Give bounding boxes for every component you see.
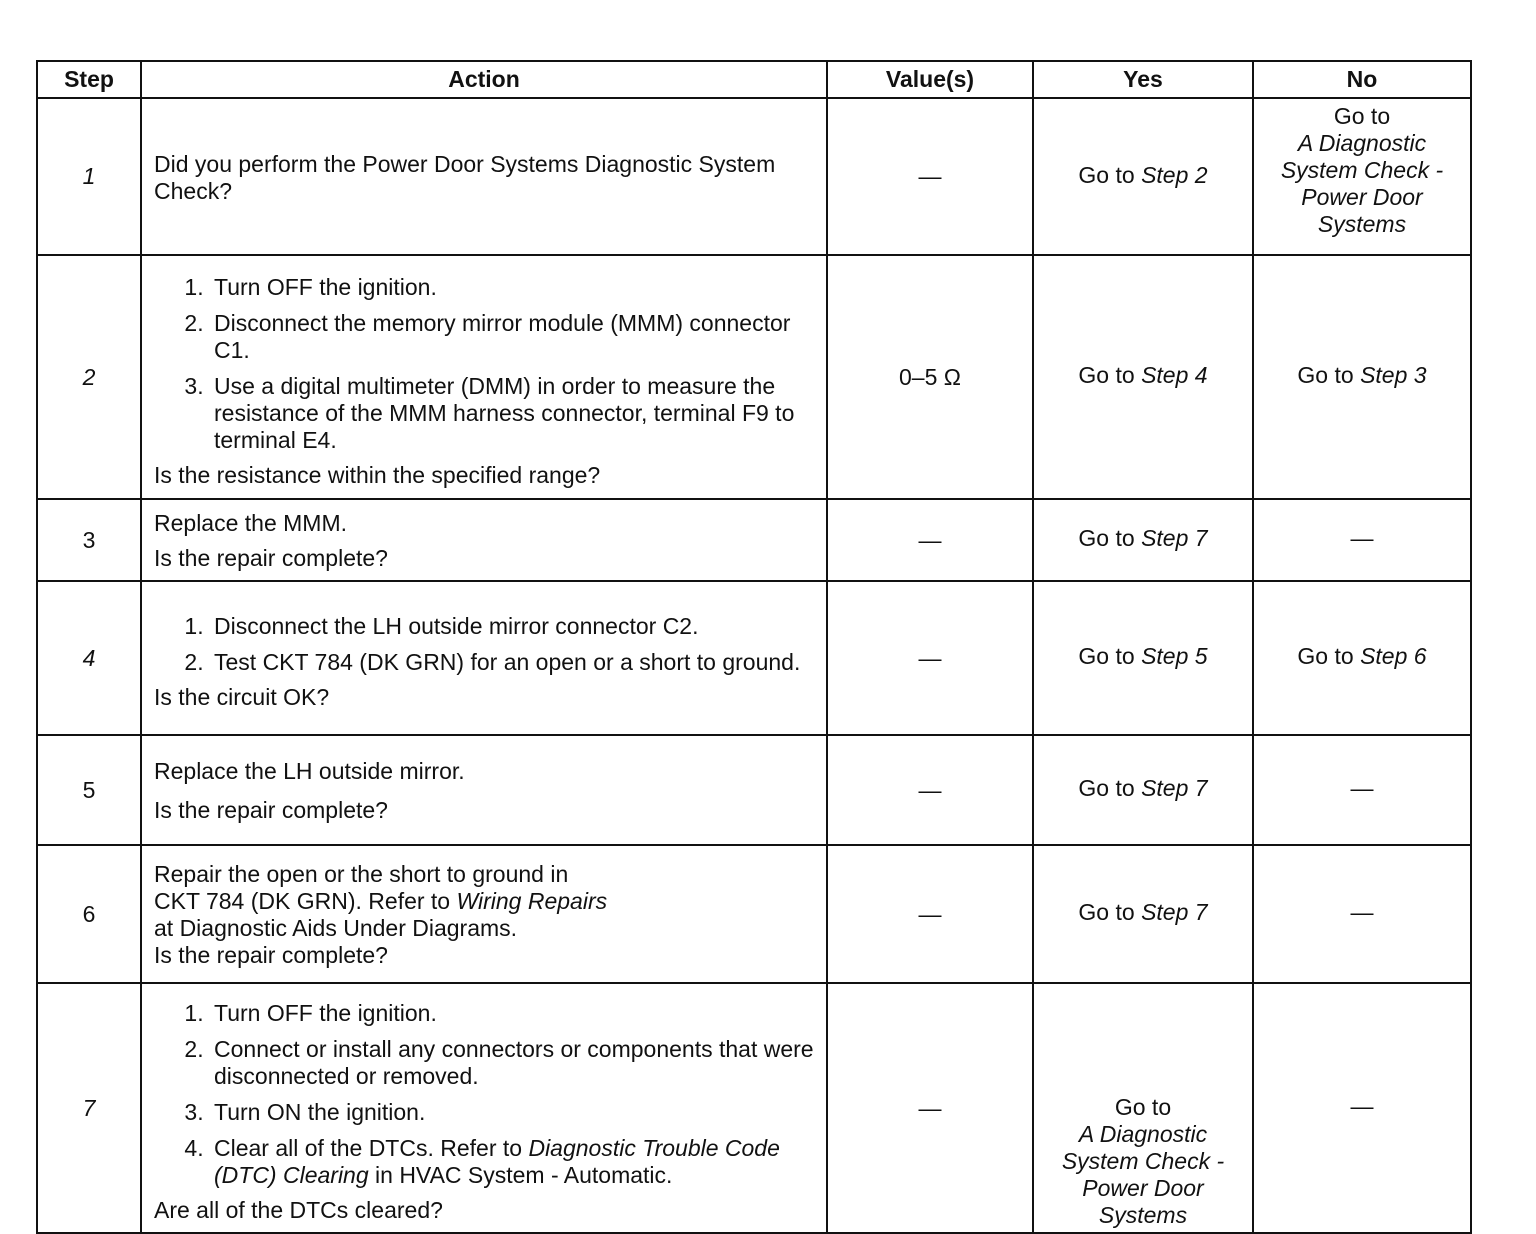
action-instruction: at Diagnostic Aids Under Diagrams. [154, 915, 518, 941]
step-number: 5 [37, 735, 141, 845]
action-cell [141, 98, 827, 255]
action-step: 1. Turn OFF the ignition. [210, 1000, 816, 1027]
goto-prefix: Go to [1114, 1094, 1172, 1120]
value-cell: — [827, 98, 1033, 255]
no-cell: — [1253, 735, 1471, 845]
no-cell: — [1253, 983, 1471, 1233]
action-question: Are all of the DTCs cleared? [154, 1197, 443, 1223]
goto-procedure [1258, 103, 1466, 238]
action-steps-list [154, 274, 816, 454]
step-number: 6 [37, 845, 141, 983]
reference-link: Diagnostic Trouble Code (DTC) Clearing [214, 1135, 780, 1188]
no-cell: — [1253, 499, 1471, 581]
no-cell [1253, 98, 1471, 255]
action-question: Is the repair complete? [154, 545, 388, 571]
goto-step-link: Step 3 [1360, 362, 1427, 388]
goto-step-link: Step 7 [1141, 899, 1208, 925]
step-number: 4 [37, 581, 141, 735]
action-instruction: Replace the LH outside mirror. [154, 758, 465, 784]
action-question: Is the repair complete? [154, 942, 388, 968]
step-number: 7 [37, 983, 141, 1233]
goto-procedure-line: Power Door [1082, 1175, 1204, 1201]
goto-step-link: Step 4 [1141, 362, 1208, 388]
action-instruction [154, 888, 816, 915]
yes-cell [1033, 98, 1253, 255]
goto-procedure [1038, 1094, 1248, 1229]
goto-prefix: Go to [1297, 362, 1354, 388]
step-number: 3 [37, 499, 141, 581]
yes-cell [1033, 255, 1253, 499]
action-step: 2. Test CKT 784 (DK GRN) for an open or a short to ground. [210, 649, 816, 676]
goto-step-link: Step 2 [1141, 161, 1208, 188]
action-steps-list [154, 1000, 816, 1189]
action-text: in HVAC System - Automatic. [375, 1162, 673, 1188]
action-cell [141, 735, 827, 845]
action-question: Is the circuit OK? [154, 684, 330, 710]
header-row [37, 61, 1471, 98]
goto-step-link: Step 7 [1141, 775, 1208, 801]
value-cell: — [827, 499, 1033, 581]
goto-procedure-line: System Check - [1280, 157, 1444, 183]
yes-cell [1033, 845, 1253, 983]
goto-procedure-line: A Diagnostic [1297, 130, 1427, 156]
yes-cell [1033, 499, 1253, 581]
action-cell [141, 581, 827, 735]
goto-procedure-line: System Check - [1061, 1148, 1225, 1174]
no-cell [1253, 255, 1471, 499]
goto-step-link: Step 5 [1141, 643, 1208, 669]
action-step: 1. Disconnect the LH outside mirror connector C2. [210, 613, 816, 640]
goto-procedure-line: Systems [1098, 1202, 1188, 1228]
action-text: Clear all of the DTCs. Refer to [214, 1135, 523, 1161]
value-cell: — [827, 845, 1033, 983]
header-values: Value(s) [827, 61, 1033, 98]
goto-prefix: Go to [1078, 643, 1135, 669]
goto-procedure-line: Systems [1317, 211, 1407, 237]
action-instruction: Replace the MMM. [154, 510, 348, 536]
action-cell [141, 845, 827, 983]
header-no: No [1253, 61, 1471, 98]
goto-prefix: Go to [1078, 362, 1135, 388]
value-cell: — [827, 581, 1033, 735]
step-number: 2 [37, 255, 141, 499]
diagnostic-table [36, 60, 1472, 1234]
no-cell: — [1253, 845, 1471, 983]
table-row [37, 255, 1471, 499]
action-step: 1. Turn OFF the ignition. [210, 274, 816, 301]
table-row [37, 845, 1471, 983]
goto-prefix: Go to [1078, 775, 1135, 801]
action-step: 2. Connect or install any connectors or components that were disconnected or removed. [210, 1036, 816, 1090]
action-step: 2. Disconnect the memory mirror module (MMM) connector C1. [210, 310, 816, 364]
no-cell [1253, 581, 1471, 735]
header-action: Action [141, 61, 827, 98]
action-steps-list [154, 613, 816, 676]
goto-prefix: Go to [1078, 161, 1135, 188]
value-cell: — [827, 735, 1033, 845]
goto-procedure-line: Power Door [1301, 184, 1423, 210]
step-number: 1 [37, 98, 141, 255]
reference-link: Wiring Repairs [456, 888, 608, 914]
goto-step-link: Step 6 [1360, 643, 1427, 669]
goto-prefix: Go to [1078, 899, 1135, 925]
value-cell: 0–5 Ω [827, 255, 1033, 499]
action-cell [141, 499, 827, 581]
action-text: CKT 784 (DK GRN). Refer to [154, 888, 451, 914]
goto-step-link: Step 7 [1141, 525, 1208, 551]
action-cell [141, 983, 827, 1233]
goto-prefix: Go to [1297, 643, 1354, 669]
action-step [210, 1135, 816, 1189]
yes-cell [1033, 735, 1253, 845]
action-step: 3. Use a digital multimeter (DMM) in order to measure the resistance of the MMM harness connector, terminal F9 to terminal E4. [210, 373, 816, 454]
goto-prefix: Go to [1078, 525, 1135, 551]
action-question: Is the repair complete? [154, 797, 388, 823]
value-cell: — [827, 983, 1033, 1233]
goto-procedure-line: A Diagnostic [1078, 1121, 1208, 1147]
goto-prefix: Go to [1333, 103, 1391, 129]
action-question: Is the resistance within the specified range? [154, 461, 601, 488]
table-row [37, 499, 1471, 581]
action-cell [141, 255, 827, 499]
yes-cell [1033, 983, 1253, 1233]
header-yes: Yes [1033, 61, 1253, 98]
header-step: Step [37, 61, 141, 98]
table-row [37, 581, 1471, 735]
table-row [37, 735, 1471, 845]
action-question: Did you perform the Power Door Systems Diagnostic System Check? [154, 150, 776, 204]
table-row [37, 98, 1471, 255]
table-row [37, 983, 1471, 1233]
yes-cell [1033, 581, 1253, 735]
action-instruction: Repair the open or the short to ground in [154, 861, 569, 887]
action-step: 3. Turn ON the ignition. [210, 1099, 816, 1126]
